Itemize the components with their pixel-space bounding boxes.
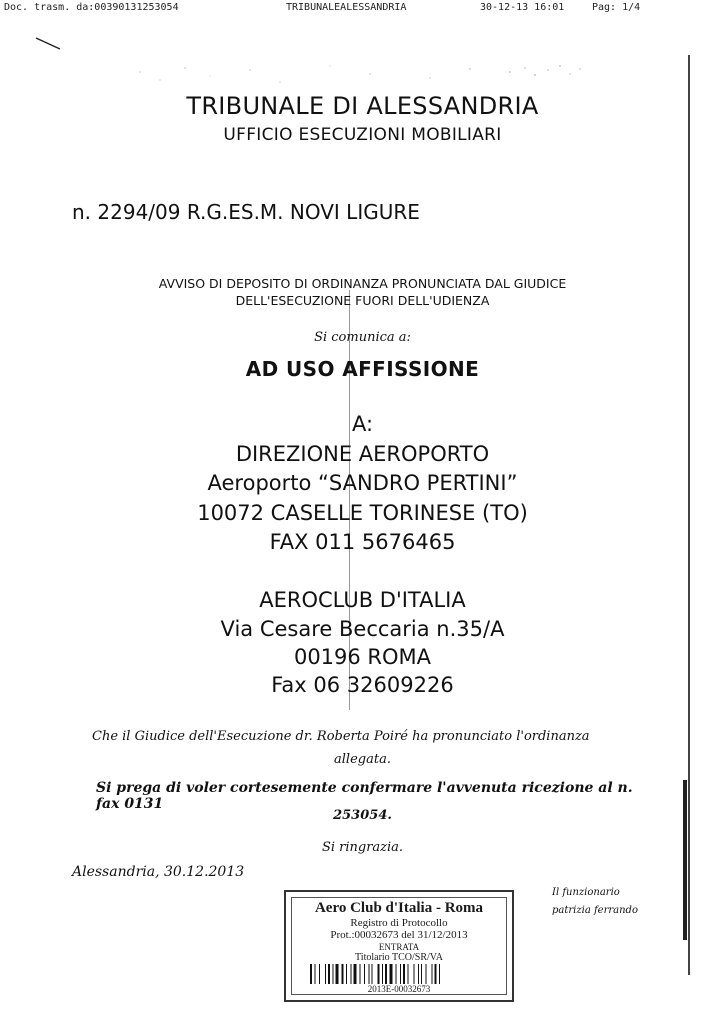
body-text-line: 253054. xyxy=(333,808,392,823)
scan-artifact-edge-dark xyxy=(683,780,687,940)
notice-line: AVVISO DI DEPOSITO DI ORDINANZA PRONUNCIATA DAL GIUDICE xyxy=(158,276,567,291)
recipient-line: AEROCLUB D'ITALIA xyxy=(259,588,466,612)
body-text-line: Si prega di voler cortesemente confermare l'avvenuta ricezione al n. fax 0131 xyxy=(96,780,633,812)
recipient-line: FAX 011 5676465 xyxy=(269,530,456,554)
stamp-entrata: ENTRATA xyxy=(378,942,420,952)
official-signature xyxy=(552,884,638,920)
notice-line: DELL'ESECUZIONE FUORI DELL'UDIENZA xyxy=(235,293,490,308)
ad-uso-affissione: AD USO AFFISSIONE xyxy=(245,357,480,381)
fax-header xyxy=(0,2,725,16)
stamp-subtitle: Registro di Protocollo xyxy=(350,917,448,929)
body-text-line: allegata. xyxy=(334,752,391,767)
recipient-a-label: A: xyxy=(351,412,374,436)
scan-noise xyxy=(130,60,590,88)
recipient-line: Via Cesare Beccaria n.35/A xyxy=(220,617,505,641)
stamp-titolario: Titolario TCO/SR/VA xyxy=(355,952,443,963)
recipient-line: Fax 06 32609226 xyxy=(271,673,454,697)
body-text-line: Che il Giudice dell'Esecuzione dr. Roberta Poiré ha pronunciato l'ordinanza xyxy=(92,729,590,744)
recipient-line: Aeroporto “SANDRO PERTINI” xyxy=(207,471,518,495)
stamp-code: 2013E-00032673 xyxy=(367,984,431,994)
office-subtitle: UFFICIO ESECUZIONI MOBILIARI xyxy=(223,125,502,145)
stamp-protocol: Prot.:00032673 del 31/12/2013 xyxy=(330,929,468,941)
pen-stroke-mark xyxy=(34,34,64,52)
fax-datetime: 30-12-13 16:01 xyxy=(480,2,565,13)
court-title: TRIBUNALE DI ALESSANDRIA xyxy=(186,92,539,120)
fax-page: Pag: 1/4 xyxy=(592,2,641,13)
ringrazia-text: Si ringrazia. xyxy=(321,840,404,855)
barcode-icon xyxy=(310,964,492,984)
si-comunica-label: Si comunica a: xyxy=(314,330,411,345)
case-number: n. 2294/09 R.G.ES.M. NOVI LIGURE xyxy=(72,200,420,224)
fax-sender: TRIBUNALEALESSANDRIA xyxy=(286,2,407,13)
recipient-line: DIREZIONE AEROPORTO xyxy=(235,442,490,466)
fax-doc-id: Doc. trasm. da:00390131253054 xyxy=(4,2,179,13)
recipient-line: 10072 CASELLE TORINESE (TO) xyxy=(197,501,528,525)
stamp-inner-frame xyxy=(291,897,507,995)
stamp-title: Aero Club d'Italia - Roma xyxy=(314,900,484,916)
protocol-stamp xyxy=(284,890,514,1002)
place-date: Alessandria, 30.12.2013 xyxy=(72,864,245,880)
signature-line: Il funzionario xyxy=(552,887,620,898)
signature-line: patrizia ferrando xyxy=(552,905,638,916)
recipient-line: 00196 ROMA xyxy=(293,645,432,669)
notice-heading xyxy=(0,275,725,309)
